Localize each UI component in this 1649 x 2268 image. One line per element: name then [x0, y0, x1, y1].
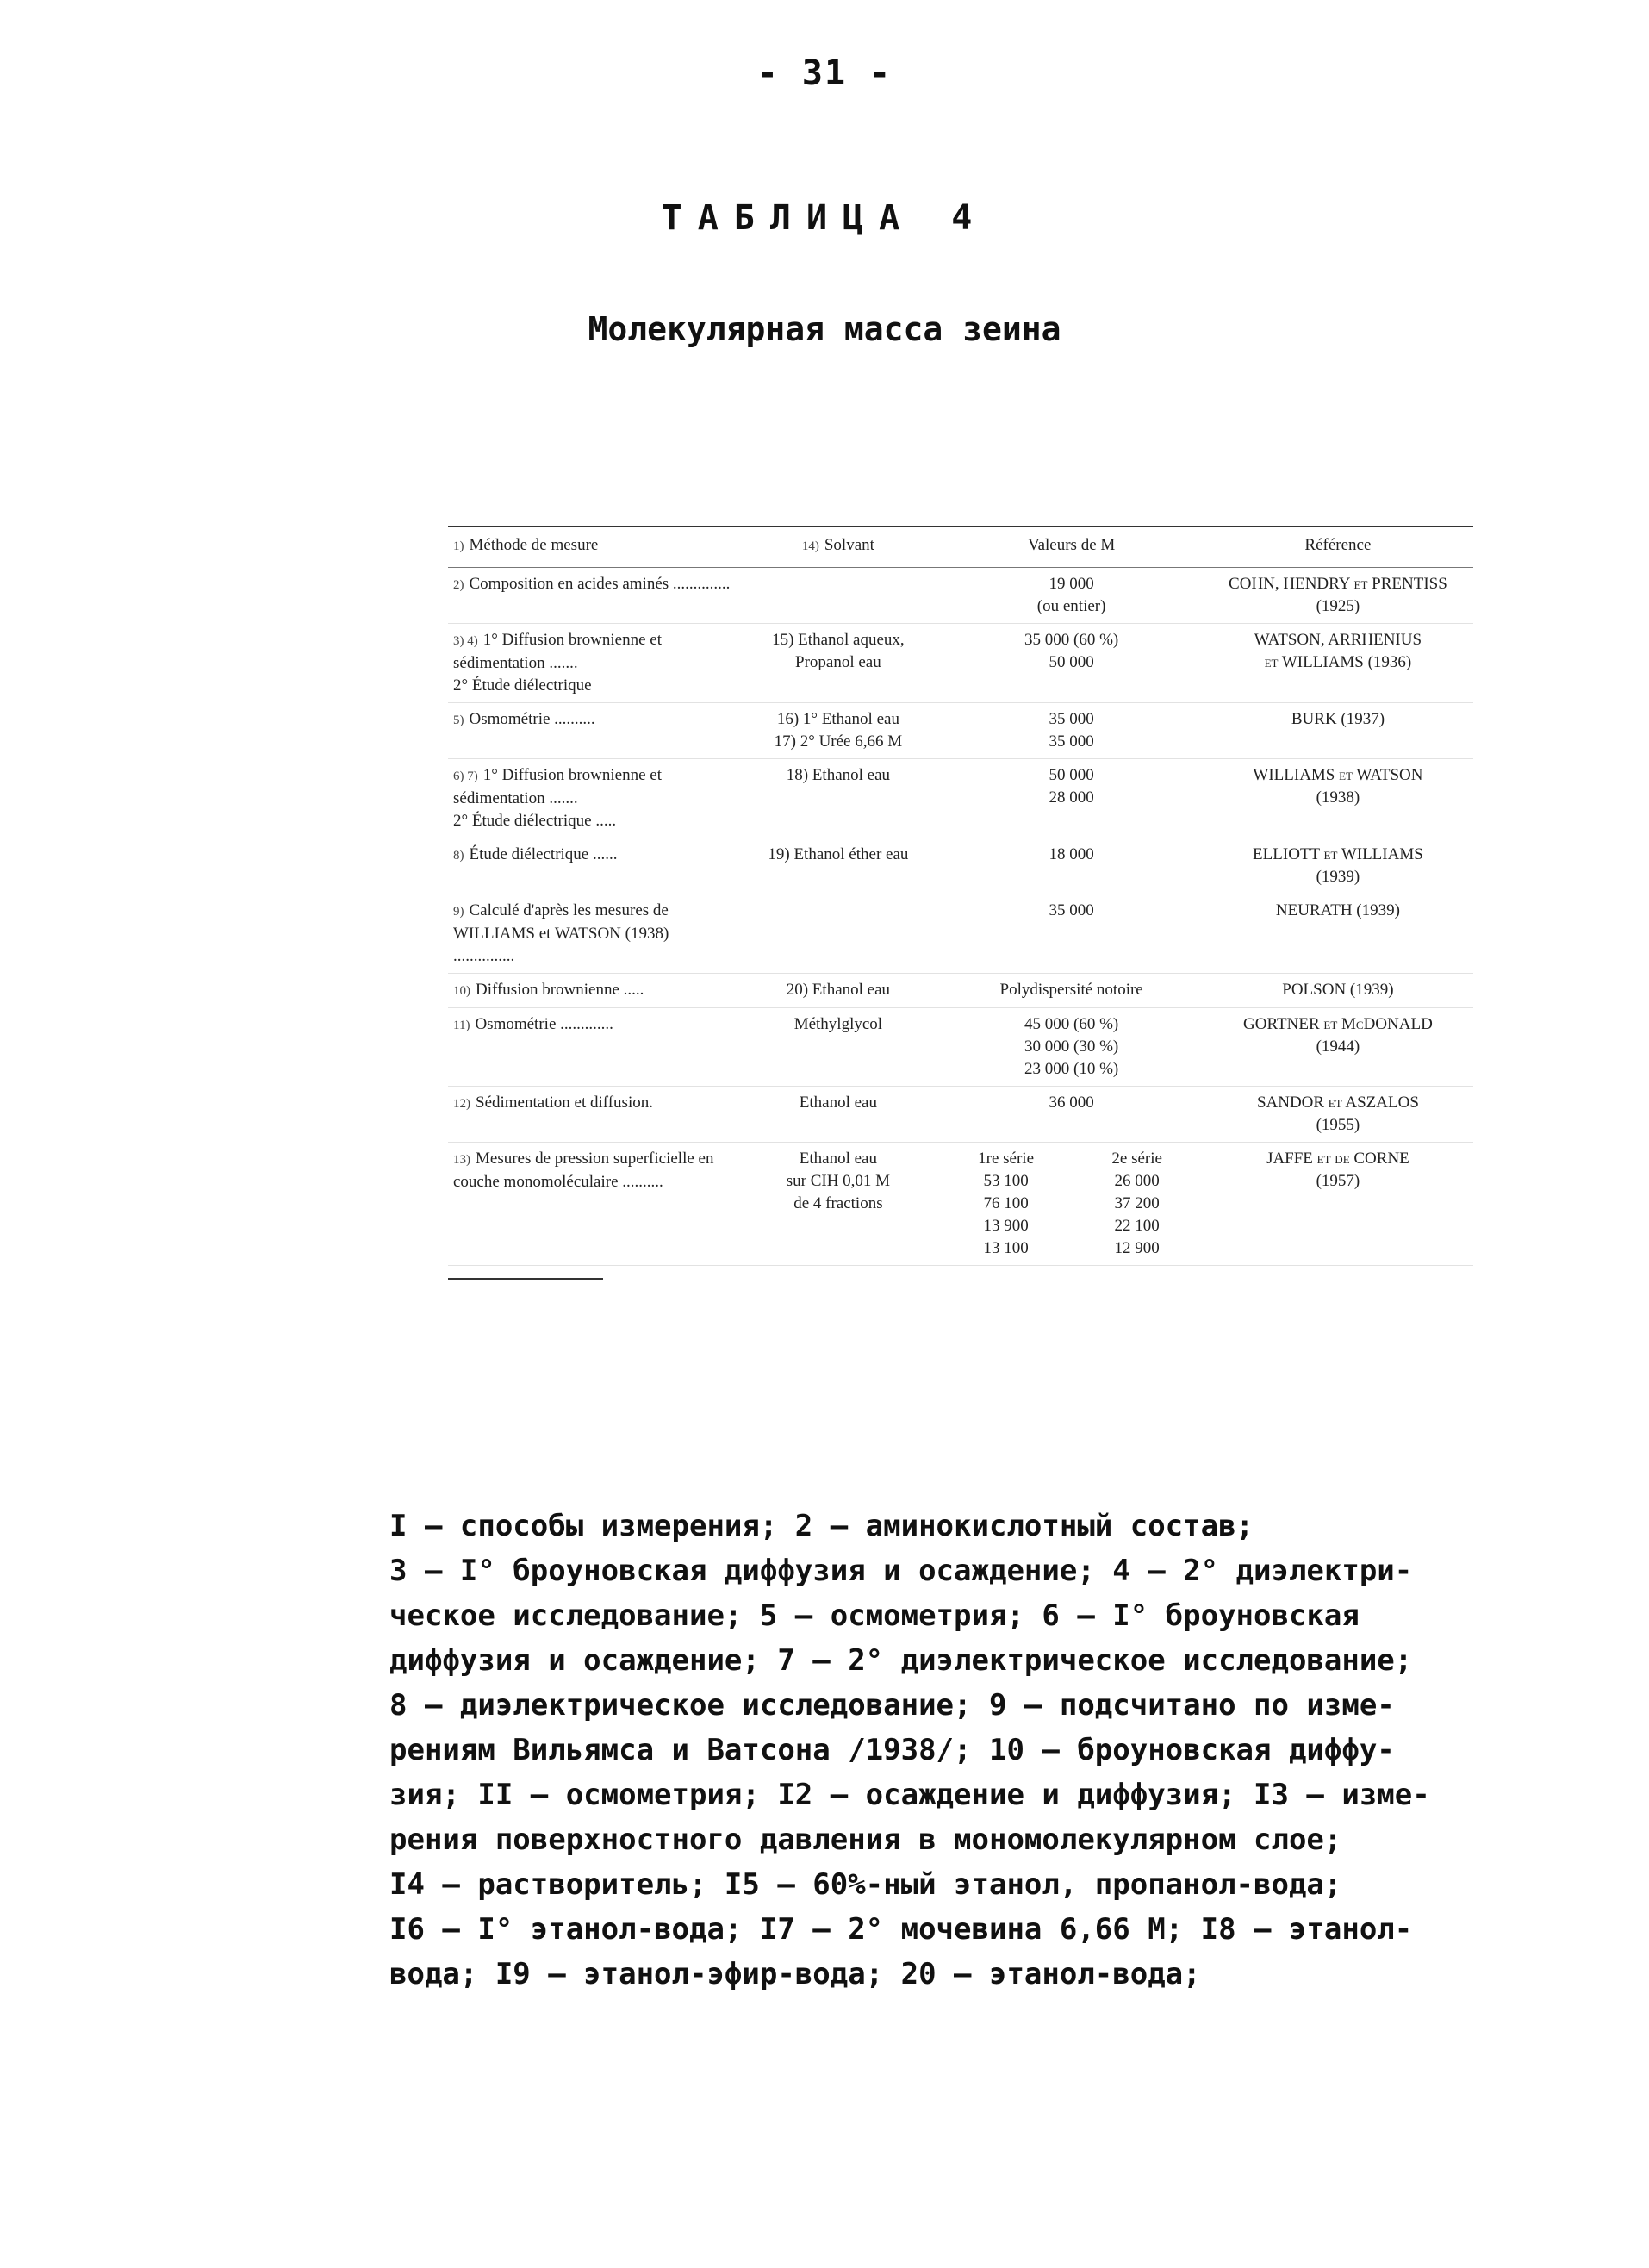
- method-text: Étude diélectrique ......: [469, 845, 618, 863]
- table-body: [448, 568, 1473, 1266]
- table-row: [448, 703, 1473, 759]
- table-title: ТАБЛИЦА 4: [661, 198, 988, 238]
- table-row: [448, 568, 1473, 624]
- method-text: Sédimentation et diffusion.: [476, 1094, 653, 1112]
- method-text: Composition en acides aminés ..............: [469, 575, 731, 593]
- row-footnote-number: 13): [453, 1153, 470, 1167]
- cell-solvent: 18) Ethanol eau: [736, 759, 940, 838]
- legend-line: 8 – диэлектрическое исследование; 9 – подсчитано по изме-: [389, 1688, 1395, 1723]
- cell-values: [940, 1143, 1202, 1266]
- legend-line: рениям Вильямса и Ватсона /1938/; 10 – броуновская диффу-: [389, 1733, 1395, 1767]
- header-reference: Référence: [1203, 527, 1473, 568]
- cell-solvent: Méthylglycol: [736, 1008, 940, 1087]
- series-1-values: 1re série 53 100 76 100 13 900 13 100: [978, 1150, 1035, 1257]
- row-footnote-number: 2): [453, 578, 464, 592]
- legend-line: ческое исследование; 5 – осмометрия; 6 – I° броуновская: [389, 1598, 1360, 1633]
- cell-values: 35 000: [940, 894, 1202, 974]
- cell-reference: COHN, HENDRY et PRENTISS (1925): [1203, 568, 1473, 624]
- cell-reference: POLSON (1939): [1203, 974, 1473, 1008]
- cell-reference: GORTNER et McDONALD (1944): [1203, 1008, 1473, 1087]
- table-row: [448, 1143, 1473, 1266]
- method-text: 1° Diffusion brownienne et sédimentation ....... 2° Étude diélectrique .....: [453, 766, 662, 830]
- header-solvent: 14) Solvant: [736, 527, 940, 568]
- row-footnote-number: 8): [453, 849, 464, 863]
- row-footnote-number: 9): [453, 905, 464, 919]
- cell-method: [448, 624, 736, 703]
- legend-line: I4 – растворитель; I5 – 60%-ный этанол, пропанол-вода;: [389, 1867, 1342, 1902]
- table-row: [448, 1008, 1473, 1087]
- table-row: [448, 838, 1473, 894]
- method-text: Osmométrie .............: [475, 1015, 613, 1033]
- cell-reference: JAFFE et de CORNE (1957): [1203, 1143, 1473, 1266]
- data-table-wrapper: [448, 526, 1473, 1280]
- cell-values: 50 000 28 000: [940, 759, 1202, 838]
- cell-solvent: [736, 568, 940, 624]
- cell-solvent: [736, 894, 940, 974]
- cell-method: [448, 568, 736, 624]
- cell-method: [448, 838, 736, 894]
- cell-values: 19 000 (ou entier): [940, 568, 1202, 624]
- legend-line: вода; I9 – этанол-эфир-вода; 20 – этанол-вода;: [389, 1957, 1201, 1991]
- cell-method: [448, 1087, 736, 1143]
- cell-values: 35 000 35 000: [940, 703, 1202, 759]
- cell-reference: ELLIOTT et WILLIAMS (1939): [1203, 838, 1473, 894]
- legend-line: рения поверхностного давления в мономолекулярном слое;: [389, 1822, 1342, 1857]
- cell-method: [448, 974, 736, 1008]
- method-text: Osmométrie ..........: [469, 710, 595, 728]
- cell-values: 36 000: [940, 1087, 1202, 1143]
- table-subtitle: Молекулярная масса зеина: [588, 310, 1061, 348]
- legend: [389, 1504, 1535, 1997]
- cell-reference: BURK (1937): [1203, 703, 1473, 759]
- row-footnote-number: 3) 4): [453, 634, 478, 648]
- cell-solvent: 20) Ethanol eau: [736, 974, 940, 1008]
- data-table: [448, 527, 1473, 1266]
- table-row: [448, 974, 1473, 1008]
- table-header-row: [448, 527, 1473, 568]
- table-row: [448, 759, 1473, 838]
- row-footnote-number: 10): [453, 984, 470, 998]
- method-text: Mesures de pression superficielle en couche monomoléculaire ..........: [453, 1150, 714, 1191]
- cell-method: [448, 1143, 736, 1266]
- cell-values: 35 000 (60 %) 50 000: [940, 624, 1202, 703]
- method-text: Diffusion brownienne .....: [476, 981, 644, 999]
- legend-line: 3 – I° броуновская диффузия и осаждение; 4 – 2° диэлектри-: [389, 1554, 1413, 1588]
- cell-solvent: 15) Ethanol aqueux, Propanol eau: [736, 624, 940, 703]
- legend-line: диффузия и осаждение; 7 – 2° диэлектрическое исследование;: [389, 1643, 1413, 1678]
- bottom-rule: [448, 1278, 603, 1280]
- page-number: - 31 -: [756, 53, 893, 93]
- cell-solvent: 19) Ethanol éther eau: [736, 838, 940, 894]
- legend-line: I6 – I° этанол-вода; I7 – 2° мочевина 6,66 М; I8 – этанол-: [389, 1912, 1413, 1947]
- cell-values: Polydispersité notoire: [940, 974, 1202, 1008]
- row-footnote-number: 11): [453, 1019, 470, 1032]
- cell-method: [448, 759, 736, 838]
- method-text: 1° Diffusion brownienne et sédimentation ....... 2° Étude diélectrique: [453, 631, 662, 695]
- row-footnote-number: 6) 7): [453, 770, 478, 783]
- cell-reference: WILLIAMS et WATSON (1938): [1203, 759, 1473, 838]
- cell-solvent: Ethanol eau: [736, 1087, 940, 1143]
- cell-values: 45 000 (60 %) 30 000 (30 %) 23 000 (10 %): [940, 1008, 1202, 1087]
- cell-method: [448, 894, 736, 974]
- table-row: [448, 1087, 1473, 1143]
- row-footnote-number: 5): [453, 713, 464, 727]
- method-text: Calculé d'après les mesures de WILLIAMS et WATSON (1938) ...............: [453, 901, 669, 965]
- cell-method: [448, 1008, 736, 1087]
- legend-line: зия; II – осмометрия; I2 – осаждение и диффузия; I3 – изме-: [389, 1778, 1430, 1812]
- table-row: [448, 624, 1473, 703]
- header-values: Valeurs de M: [940, 527, 1202, 568]
- header-method: 1) Méthode de mesure: [448, 527, 736, 568]
- cell-solvent: 16) 1° Ethanol eau 17) 2° Urée 6,66 M: [736, 703, 940, 759]
- cell-values: 18 000: [940, 838, 1202, 894]
- cell-reference: NEURATH (1939): [1203, 894, 1473, 974]
- cell-reference: WATSON, ARRHENIUS et WILLIAMS (1936): [1203, 624, 1473, 703]
- legend-line: I – способы измерения; 2 – аминокислотный состав;: [389, 1509, 1254, 1543]
- row-footnote-number: 12): [453, 1097, 470, 1111]
- series-2-values: 2e série 26 000 37 200 22 100 12 900: [1111, 1150, 1162, 1257]
- cell-solvent: Ethanol eau sur CIH 0,01 M de 4 fractions: [736, 1143, 940, 1266]
- cell-method: [448, 703, 736, 759]
- table-row: [448, 894, 1473, 974]
- cell-reference: SANDOR et ASZALOS (1955): [1203, 1087, 1473, 1143]
